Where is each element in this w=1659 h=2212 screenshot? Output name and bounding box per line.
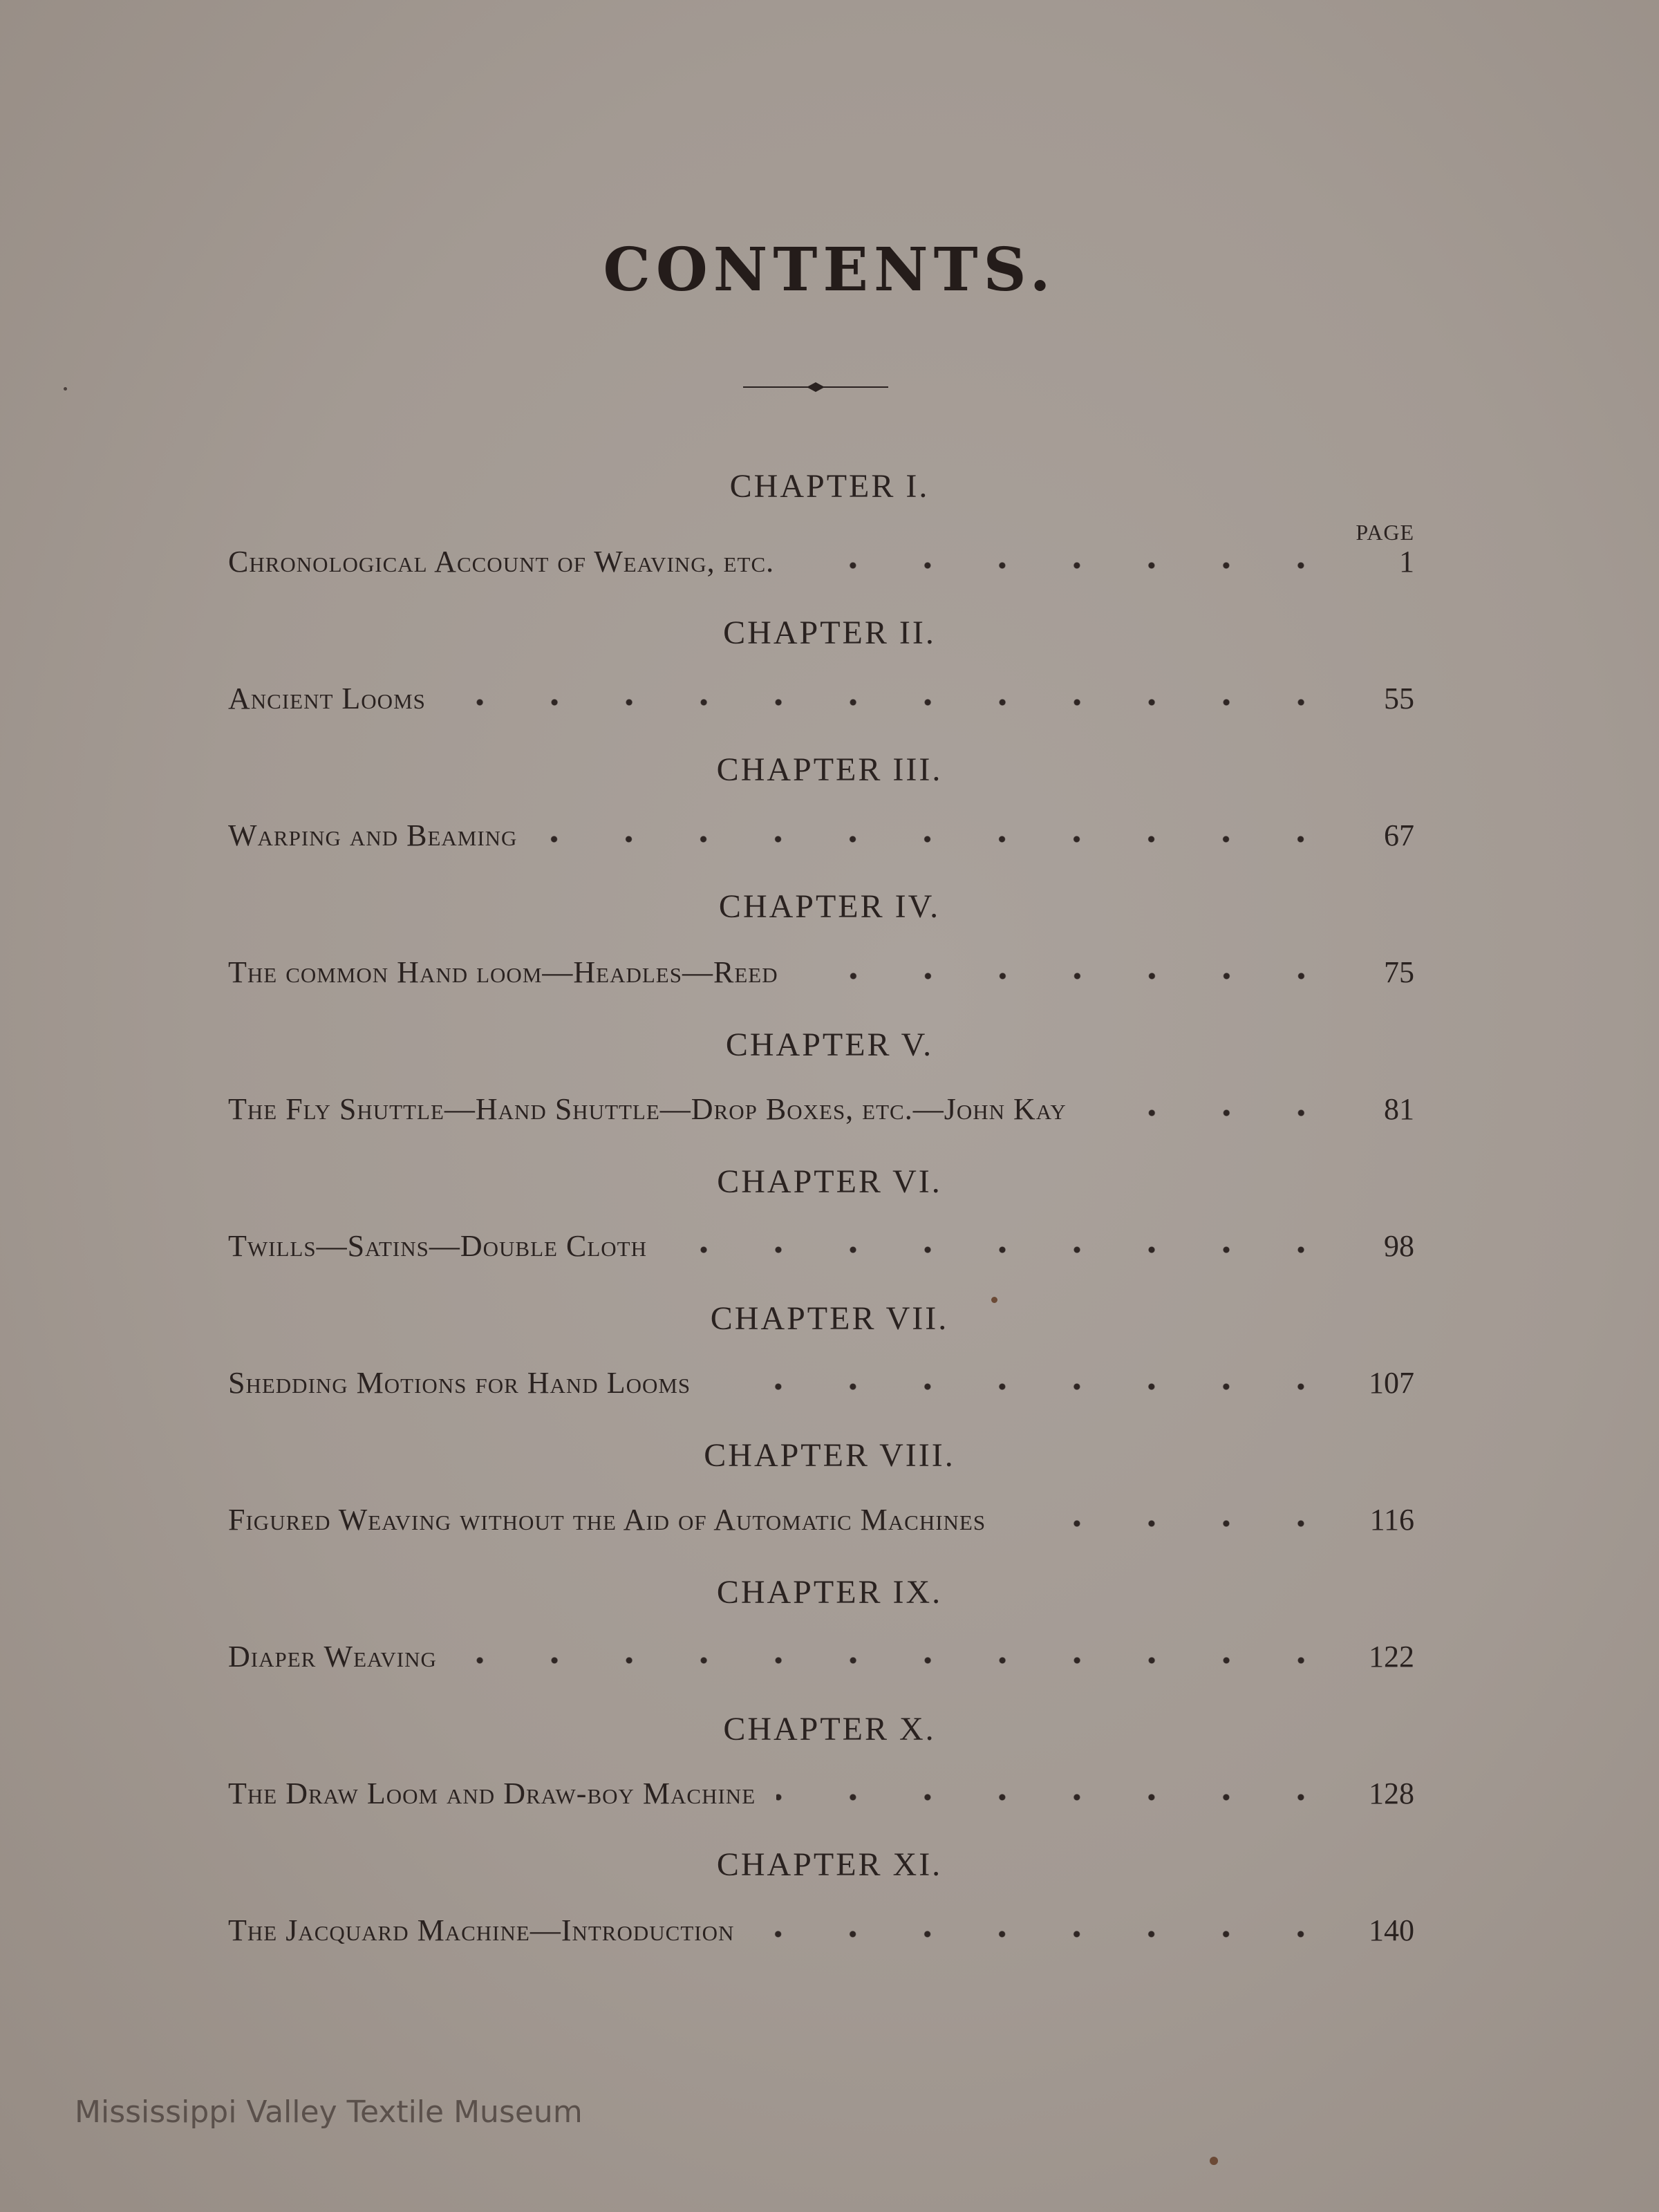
- paper-speck: [991, 1297, 997, 1303]
- entry-title: Diaper Weaving: [228, 1640, 437, 1674]
- entry-page-number: 81: [1384, 1092, 1414, 1126]
- toc-entry[interactable]: [228, 1493, 1414, 1537]
- entry-title: Shedding Motions for Hand Looms: [228, 1366, 691, 1400]
- dot-leader: [776, 1790, 1338, 1804]
- chapter-heading: CHAPTER VIII.: [704, 1437, 955, 1474]
- entry-title: Twills—Satins—Double Cloth: [228, 1229, 647, 1263]
- chapter-heading: CHAPTER IV.: [718, 888, 941, 925]
- entry-title: The Fly Shuttle—Hand Shuttle—Drop Boxes, etc.—John Kay: [228, 1092, 1067, 1126]
- chapter-heading: CHAPTER VII.: [710, 1300, 949, 1337]
- chapter-heading: CHAPTER XI.: [716, 1846, 943, 1883]
- paper-speck: [64, 387, 67, 391]
- toc-entry[interactable]: [228, 1219, 1414, 1264]
- toc-entry[interactable]: [228, 809, 1414, 853]
- dot-leader: [1087, 1106, 1338, 1120]
- toc-entry[interactable]: [228, 1082, 1414, 1127]
- entry-title: The common Hand loom—Headles—Reed: [228, 955, 778, 989]
- entry-title: The Draw Loom and Draw-boy Machine: [228, 1777, 756, 1810]
- entry-page-number: 122: [1369, 1640, 1414, 1674]
- toc-entry[interactable]: [228, 1356, 1414, 1400]
- chapter-heading: CHAPTER X.: [723, 1711, 936, 1747]
- entry-title: Figured Weaving without the Aid of Automatic Machines: [228, 1503, 986, 1537]
- entry-page-number: 107: [1369, 1366, 1414, 1400]
- entry-title: Warping and Beaming: [228, 818, 518, 852]
- chapter-heading: CHAPTER V.: [725, 1027, 934, 1063]
- dot-leader: [668, 1243, 1338, 1257]
- page-column-label: PAGE: [1356, 520, 1414, 545]
- dot-leader: [755, 1927, 1338, 1941]
- entry-page-number: 98: [1384, 1229, 1414, 1263]
- chapter-heading: CHAPTER II.: [723, 615, 936, 651]
- toc-entry[interactable]: [228, 1904, 1414, 1948]
- entry-title: The Jacquard Machine—Introduction: [228, 1913, 735, 1947]
- entry-title: Chronological Account of Weaving, etc.: [228, 545, 775, 579]
- entry-page-number: 67: [1384, 818, 1414, 852]
- dot-leader: [1006, 1517, 1338, 1530]
- chapter-heading: CHAPTER I.: [729, 468, 930, 505]
- dot-leader: [795, 559, 1338, 572]
- chapter-heading: CHAPTER VI.: [717, 1163, 942, 1200]
- dot-leader: [799, 969, 1338, 983]
- paper-speck: [1210, 2157, 1218, 2165]
- museum-watermark: Mississippi Valley Textile Museum: [75, 2094, 583, 2130]
- toc-entry[interactable]: [228, 535, 1414, 579]
- entry-page-number: 116: [1369, 1503, 1414, 1537]
- dot-leader: [711, 1380, 1338, 1394]
- toc-entry[interactable]: [228, 1630, 1414, 1674]
- entry-page-number: 1: [1399, 545, 1414, 579]
- toc-entry[interactable]: [228, 1767, 1414, 1811]
- entry-title: Ancient Looms: [228, 682, 426, 715]
- dot-leader: [447, 695, 1338, 709]
- chapter-heading: CHAPTER III.: [716, 751, 943, 788]
- dot-leader: [458, 1653, 1338, 1667]
- dot-leader: [538, 832, 1338, 846]
- entry-page-number: 128: [1369, 1777, 1414, 1810]
- entry-page-number: 55: [1384, 682, 1414, 715]
- ornament-divider: [743, 379, 888, 395]
- toc-entry[interactable]: [228, 946, 1414, 990]
- entry-page-number: 75: [1384, 955, 1414, 989]
- toc-entry[interactable]: [228, 672, 1414, 716]
- entry-page-number: 140: [1369, 1913, 1414, 1947]
- chapter-heading: CHAPTER IX.: [716, 1574, 943, 1611]
- page-title: CONTENTS.: [603, 235, 1056, 305]
